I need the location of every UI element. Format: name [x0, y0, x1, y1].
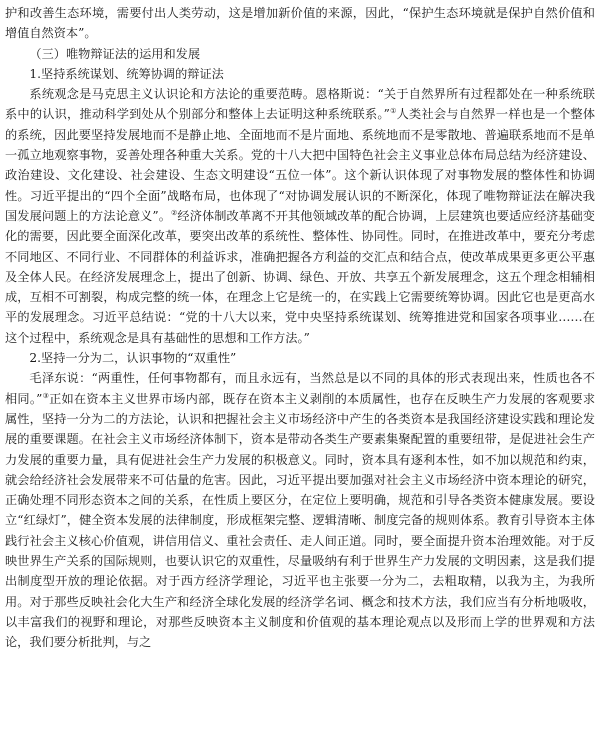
subheading-systematic-planning: 1.坚持系统谋划、统筹协调的辩证法 — [29, 66, 224, 81]
section-heading-dialectics: （三）唯物辩证法的运用和发展 — [29, 46, 201, 61]
subheading-duality: 2.坚持一分为二，认识事物的“双重性” — [29, 351, 237, 366]
footnote-marker-2: ② — [171, 208, 178, 217]
paragraph-duality-part-1: 毛泽东说：“两重性，任何事物都有，而且永远有，当然总是以不同的具体的形式表现出来，性质也各不相同。” — [5, 371, 595, 406]
paragraph-ecology-continued: 护和改善生态环境，需要付出人类劳动，这是增加新价值的来源，因此，“保护生态环境就是保护自然价值和增值自然资本”。 — [5, 6, 595, 41]
paragraph-system-concept — [5, 84, 595, 348]
paragraph-duality-part-2: 正如在资本主义世界市场内部，既存在资本主义剥削的本质属性，也存在反映生产力发展的客观要求属性，坚持一分为二的方法论，认识和把握社会主义市场经济中产生的各类资本是我国经济建设实践和理论发展的重要课题。在社会主义市场经济体制下，资本是带动各类生产要素集聚配置的重要纽带，是促进社会生产力发展的重要力量，具有促进社会生产力发展的积极意义。同时，资本具有逐利本性，如不加以规范和约束，就会给经济社会发展带来不可估量的危害。因此，习近平提出要加强对社会主义市场经济中资本理论的研究，正确处理不同形态资本之间的关系，在性质上要区分，在定位上要明确，规范和引导各类资本健康发展。要设立“红绿灯”，健全资本发展的法律制度，形成框架完整、逻辑清晰、制度完备的规则体系。教育引导资本主体践行社会主义核心价值观，讲信用信义、重社会责任、走人间正道。同时，要全面提升资本治理效能。对于反映世界生产关系的国际规则，也要认识它的双重性，尽量吸纳有利于世界生产力发展的文明因素，这是我们提出制度型开放的理论依据。对于西方经济学理论，习近平也主张要一分为二，去粗取精，以我为主，为我所用。对于那些反映社会化大生产和经济全球化发展的经济学名词、概念和技术方法，我们应当有分析地吸收，以丰富我们的视野和理论，对那些反映资本主义制度和价值观的基本理论观点以及形而上学的世界观和方法论，我们要分析批判，与之 — [5, 391, 596, 650]
paragraph-system-concept-part-1: 系统观念是马克思主义认识论和方法论的重要范畴。恩格斯说：“关于自然界所有过程都处在一种系统联系中的认识，推动科学到处从个别部分和整体上去证明这种系统联系。” — [5, 87, 595, 122]
document-page — [5, 3, 595, 653]
paragraph-duality — [5, 368, 595, 652]
footnote-marker-3: ③ — [42, 391, 50, 400]
paragraph-system-concept-part-3: 经济体制改革离不开其他领域改革的配合协调，上层建筑也要适应经济基础变化的需要，因此要全面深化改革，要突出改革的系统性、整体性、协同性。同时，在推进改革中，要充分考虑不同地区、不同行业、不同群体的利益诉求，准确把握各方利益的交汇点和结合点，使改革成果更多更公平惠及全体人民。在经济发展理念上，提出了创新、协调、绿色、开放、共享五个新发展理念，这五个理念相辅相成，互相不可割裂，构成完整的统一体，在理念上它是统一的，在实践上它需要统筹协调。因此它也是更高水平的发展理念。习近平总结说：“党的十八大以来，党中央坚持系统谋划、统筹推进党和国家各项事业……在这个过程中，系统观念是具有基础性的思想和工作方法。” — [5, 208, 595, 345]
paragraph-system-concept-part-2: 人类社会与自然界一样也是一个整体的系统，因此要坚持发展地而不是静止地、全面地而不是片面地、系统地而不是零散地、普遍联系地而不是单一孤立地观察事物，妥善处理各种重大关系。党的十八大把中国特色社会主义事业总体布局总结为经济建设、政治建设、文化建设、社会建设、生态文明建设“五位一体”。这个新认识体现了对事物发展的整体性和协调性。习近平提出的“四个全面”战略布局，也体现了“对协调发展认识的不断深化，体现了唯物辩证法在解决我国发展问题上的方法论意义”。 — [5, 107, 596, 223]
footnote-marker-1: ① — [389, 107, 397, 116]
